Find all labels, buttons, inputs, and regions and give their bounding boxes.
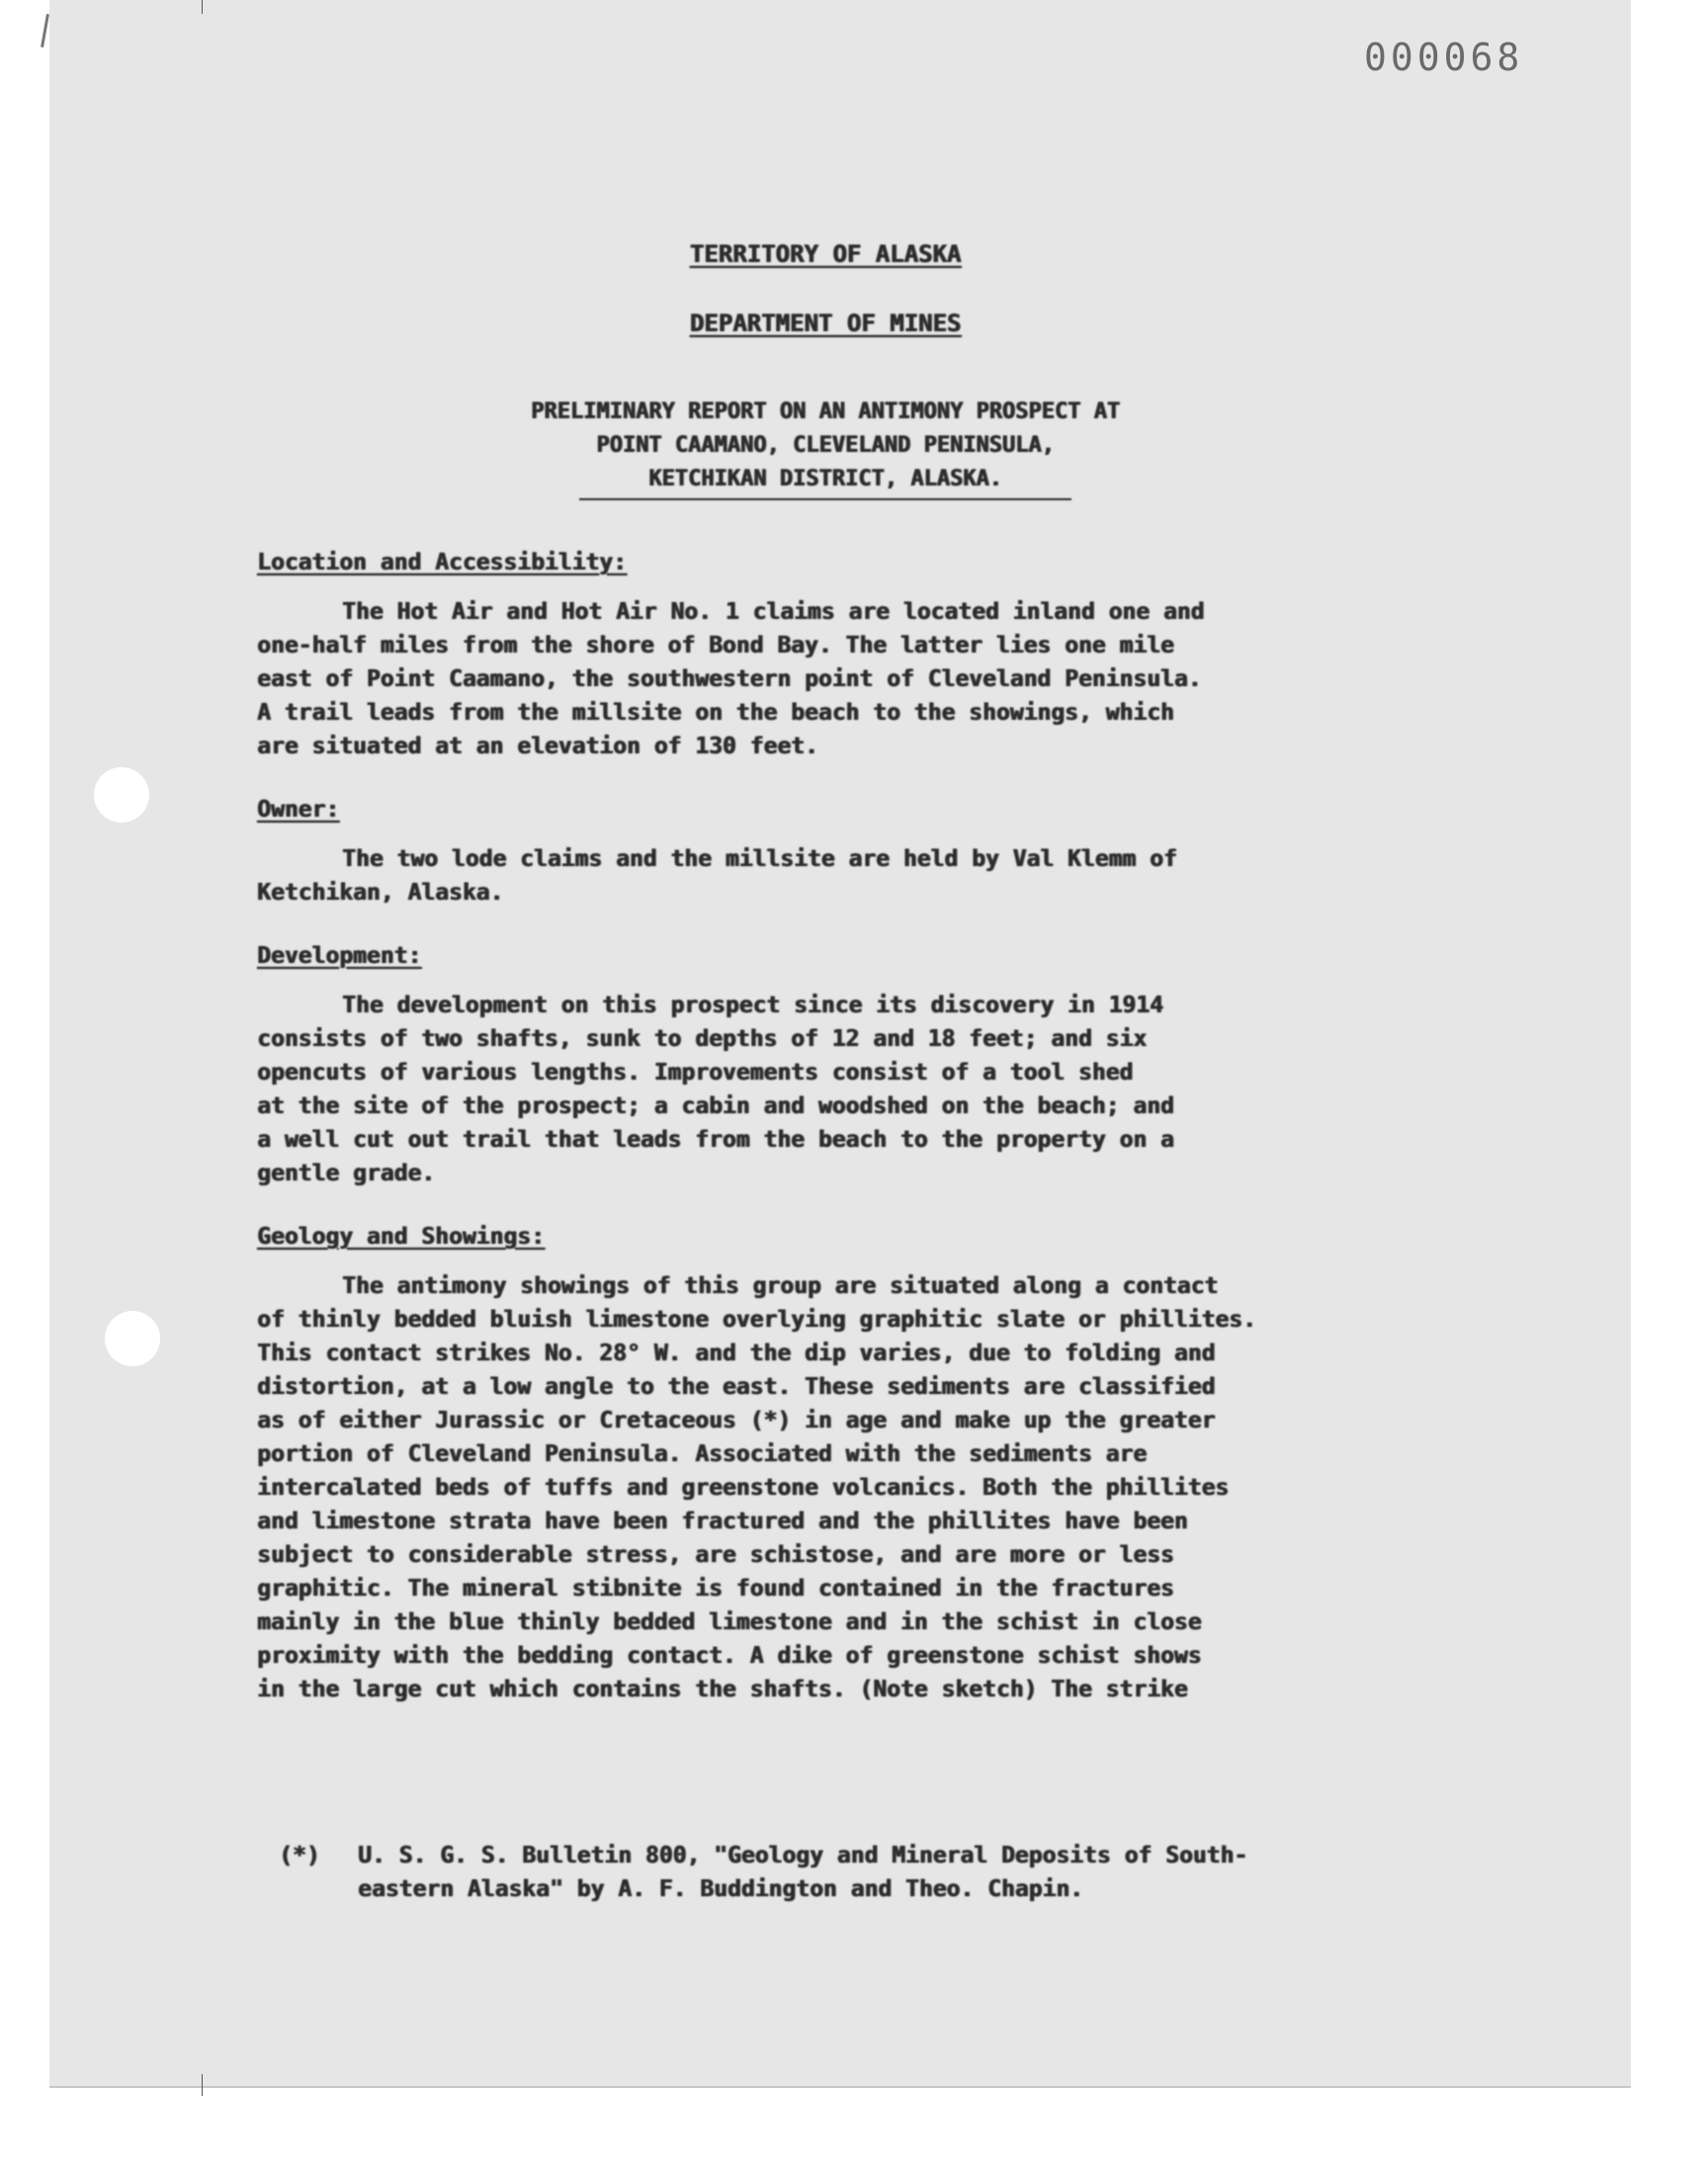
owner-paragraph: The two lode claims and the millsite are held by Val Klemm of Ketchikan, Alaska. [257, 846, 1177, 906]
corner-mark [41, 14, 49, 47]
location-heading: Location and Accessibility: [257, 550, 627, 575]
development-paragraph: The development on this prospect since its discovery in 1914 consists of two shafts, sunk to depths of 12 and 18 feet; and six opencuts of various lengths. Improvements consist of a tool shed at the site of the prospect; a cabin and woodshed on the beach; and a well cut out trail that leads from the beach to the property on a gentle grade. [257, 993, 1174, 1186]
footnote-text: U. S. G. S. Bulletin 800, "Geology and Mineral Deposits of South- eastern Alaska" by A. F. Buddington and Theo. Chapin. [358, 1843, 1248, 1902]
scan-tick-top [202, 0, 203, 14]
report-title-line-1: PRELIMINARY REPORT ON AN ANTIMONY PROSPECT AT [530, 399, 1121, 424]
department-heading: DEPARTMENT OF MINES [689, 309, 962, 337]
sheet-edge [49, 2086, 1631, 2088]
development-heading: Development: [257, 943, 422, 969]
territory-heading: TERRITORY OF ALASKA [689, 240, 962, 268]
report-body [257, 237, 1483, 1706]
footnote [279, 1839, 1583, 1906]
footnote-mark: (*) [279, 1843, 320, 1869]
punch-hole-lower [105, 1311, 160, 1366]
geology-heading: Geology and Showings: [257, 1224, 545, 1250]
report-title-line-3: KETCHIKAN DISTRICT, ALASKA. [579, 463, 1071, 500]
owner-heading: Owner: [257, 797, 340, 823]
report-title-line-2: POINT CAAMANO, CLEVELAND PENINSULA, [596, 433, 1055, 458]
scan-tick-bottom [202, 2074, 203, 2096]
report-title [168, 395, 1483, 500]
page-number: 000068 [1364, 36, 1524, 79]
location-paragraph: The Hot Air and Hot Air No. 1 claims are located inland one and one-half miles from the shore of Bond Bay. The latter lies one mile east of Point Caamano, the southwestern point of Cleveland Peninsula. A trail leads from the millsite on the beach to the showings, which are situated at an elevation of 130 feet. [257, 599, 1205, 759]
geology-paragraph: The antimony showings of this group are situated along a contact of thinly bedded bluish limestone overlying graphitic slate or phillites. This contact strikes No. 28° W. and the dip varies, due to folding and distortion, at a low angle to the east. These sediments are classified as of either Jurassic or Cretaceous (*) in age and make up the greater portion of Cleveland Peninsula. Associated with the sediments are intercalated beds of tuffs and greenstone volcanics. Both the phillites and limestone strata have been fractured and the phillites have been subject to considerable stress, are schistose, and are more or less graphitic. The mineral stibnite is found contained in the fractures mainly in the blue thinly bedded limestone and in the schist in close proximity with the bedding contact. A dike of greenstone schist shows in the large cut which contains the shafts. (Note sketch) The strike [257, 1273, 1256, 1702]
punch-hole-upper [94, 767, 149, 823]
